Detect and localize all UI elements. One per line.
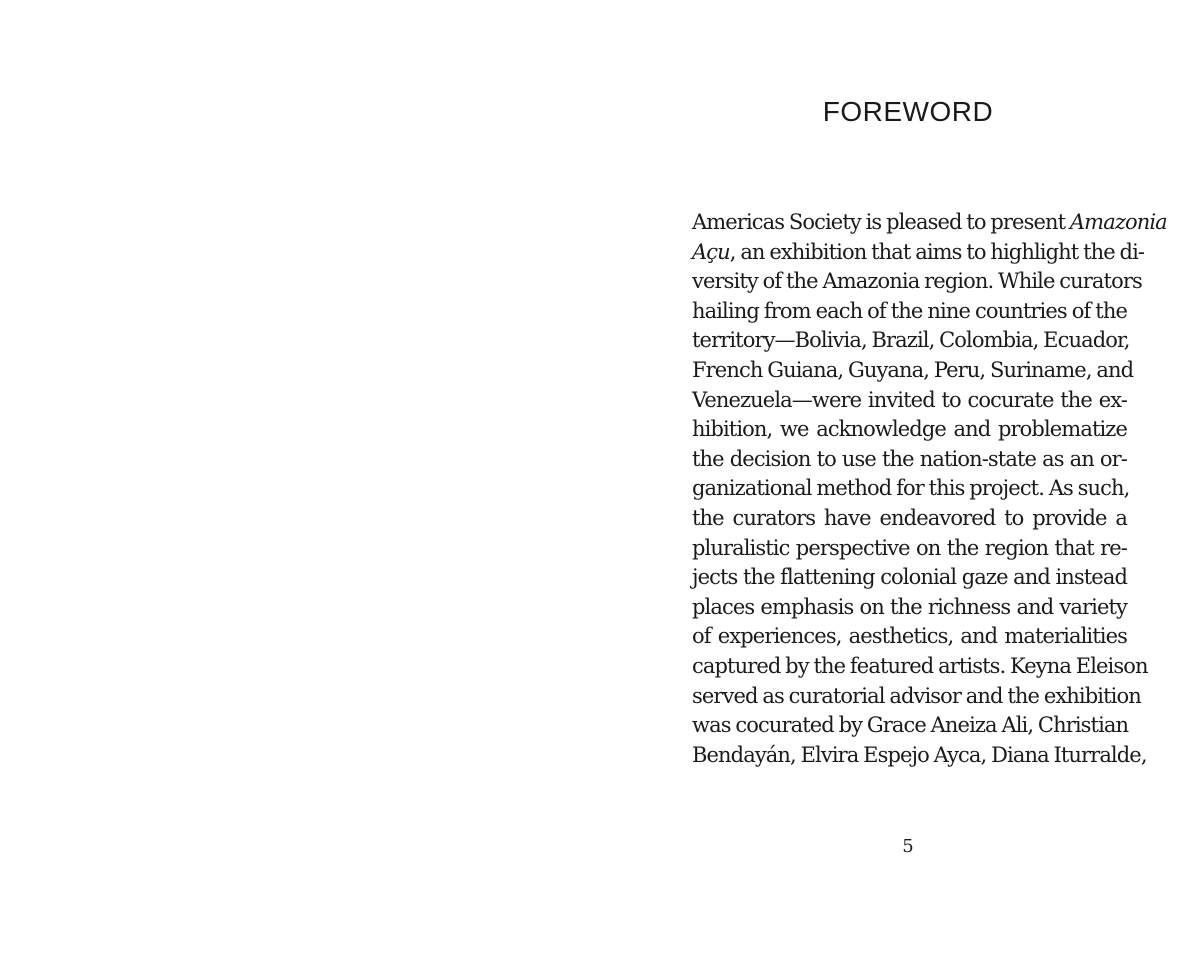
text-line: of experiences, aesthetics, and materialities bbox=[692, 624, 1127, 649]
text-line: ganizational method for this project. As such, bbox=[692, 476, 1130, 501]
page-number: 5 bbox=[902, 836, 914, 857]
body-text bbox=[692, 208, 1167, 770]
page-heading: FOREWORD bbox=[822, 96, 994, 127]
text-line: versity of the Amazonia region. While curators bbox=[692, 269, 1142, 294]
right-page bbox=[600, 0, 1200, 966]
italic-title: Açu bbox=[692, 239, 730, 264]
italic-title: Amazonia bbox=[1069, 210, 1167, 234]
text-line: places emphasis on the richness and variety bbox=[692, 594, 1127, 619]
text-line: the curators have endeavored to provide a bbox=[692, 505, 1127, 530]
text-line: Bendayán, Elvira Espejo Ayca, Diana Iturralde, bbox=[692, 742, 1147, 767]
text-line: captured by the featured artists. Keyna Eleison bbox=[692, 653, 1148, 678]
text-line: jects the flattening colonial gaze and instead bbox=[692, 565, 1127, 590]
text-line: Açu, an exhibition that aims to highlight the di- bbox=[692, 239, 1145, 264]
text-line: territory—Bolivia, Brazil, Colombia, Ecuador, bbox=[692, 328, 1130, 353]
text-line: hibition, we acknowledge and problematize bbox=[692, 417, 1127, 442]
text-line: Americas Society is pleased to present Amazonia bbox=[692, 210, 1167, 234]
text-line: was cocurated by Grace Aneiza Ali, Christian bbox=[692, 713, 1129, 738]
text-line: hailing from each of the nine countries of the bbox=[692, 298, 1127, 323]
text-line: French Guiana, Guyana, Peru, Suriname, and bbox=[692, 357, 1134, 382]
text-line: pluralistic perspective on the region that re- bbox=[692, 535, 1127, 560]
text-line: Venezuela—were invited to cocurate the ex- bbox=[692, 387, 1127, 412]
text-line: served as curatorial advisor and the exhibition bbox=[692, 683, 1141, 708]
text-line: the decision to use the nation-state as an or- bbox=[692, 446, 1127, 471]
